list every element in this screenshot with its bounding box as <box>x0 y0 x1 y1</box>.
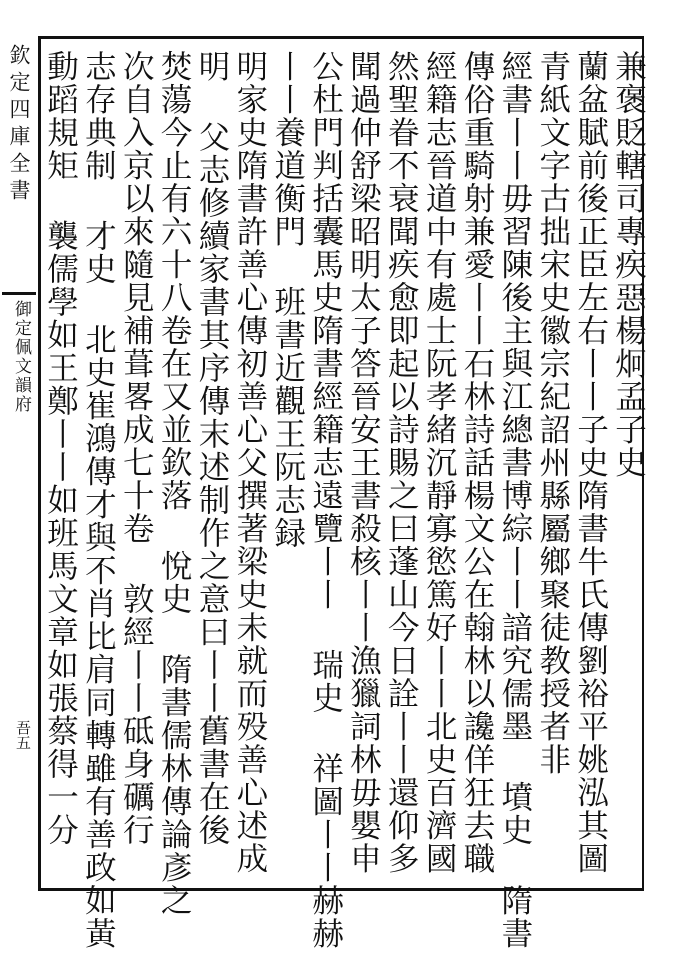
text-column: 蘭盆賦前後正臣左右丨丨子史隋書牛氏傳劉裕平姚泓其圖 <box>572 50 609 875</box>
text-column: 經籍志晉道中有處士阮孝緒沉靜寡慾篤好丨丨北史百濟國 <box>421 50 458 875</box>
top-border-rule <box>38 36 644 39</box>
text-column: 聞過仲舒梁昭明太子答晉安王書殺核丨丨漁獵詞林毋嬰申 <box>345 50 382 875</box>
text-column: 傳俗重騎射兼愛丨丨石林詩話楊文公在翰林以讒佯狂去職 <box>459 50 496 875</box>
gutter-title: 欽定四庫全書 <box>7 44 31 206</box>
text-column: 志存典制 才史 北史崔鴻傳才與不肖比肩同轉雖有善政如黃 <box>80 50 117 950</box>
text-column: 公杜門判括囊馬史隋書經籍志遠覽丨丨 瑞史 祥圖丨丨赫赫 <box>307 50 344 950</box>
text-column: 次自入京以來隨見補葺畧成七十卷 敦經丨丨砥身礪行 <box>118 50 155 847</box>
text-column: 兼褒貶轄司專疾惡楊炯孟子史 <box>610 50 647 479</box>
text-column: 明 父志修續家書其序傳末述制作之意曰丨丨舊書在後 <box>193 50 230 847</box>
gutter-book-title: 御定佩文韻府 <box>11 300 31 414</box>
text-column: 經書丨丨毋習陳後主與江總書博綜丨丨諳究儒墨 墳史 隋書 <box>496 50 533 950</box>
text-column: 明家史隋書許善心傳初善心父撰著梁史未就而殁善心述成 <box>231 50 268 875</box>
text-column: 動蹈規矩 襲儒學如王鄭丨丨如班馬文章如張蔡得一分 <box>42 50 79 847</box>
gutter-fish-tail-mark <box>2 292 36 295</box>
text-column: 焚蕩今止有六十八卷在又並欽落 悅史 隋書儒林傳論彥之 <box>156 50 193 917</box>
text-column: 然聖眷不衰聞疾愈即起以詩賜之曰蓬山今日詮丨丨還仰多 <box>383 50 420 875</box>
page-number: 吾五 <box>14 720 32 750</box>
left-border-rule <box>38 36 41 891</box>
text-column: 青紙文字古拙宋史徽宗紀詔州縣屬鄉聚徒教授者非 <box>534 50 571 776</box>
text-column: 丨丨養道衡門 班書近觀王阮志録 <box>269 50 306 550</box>
